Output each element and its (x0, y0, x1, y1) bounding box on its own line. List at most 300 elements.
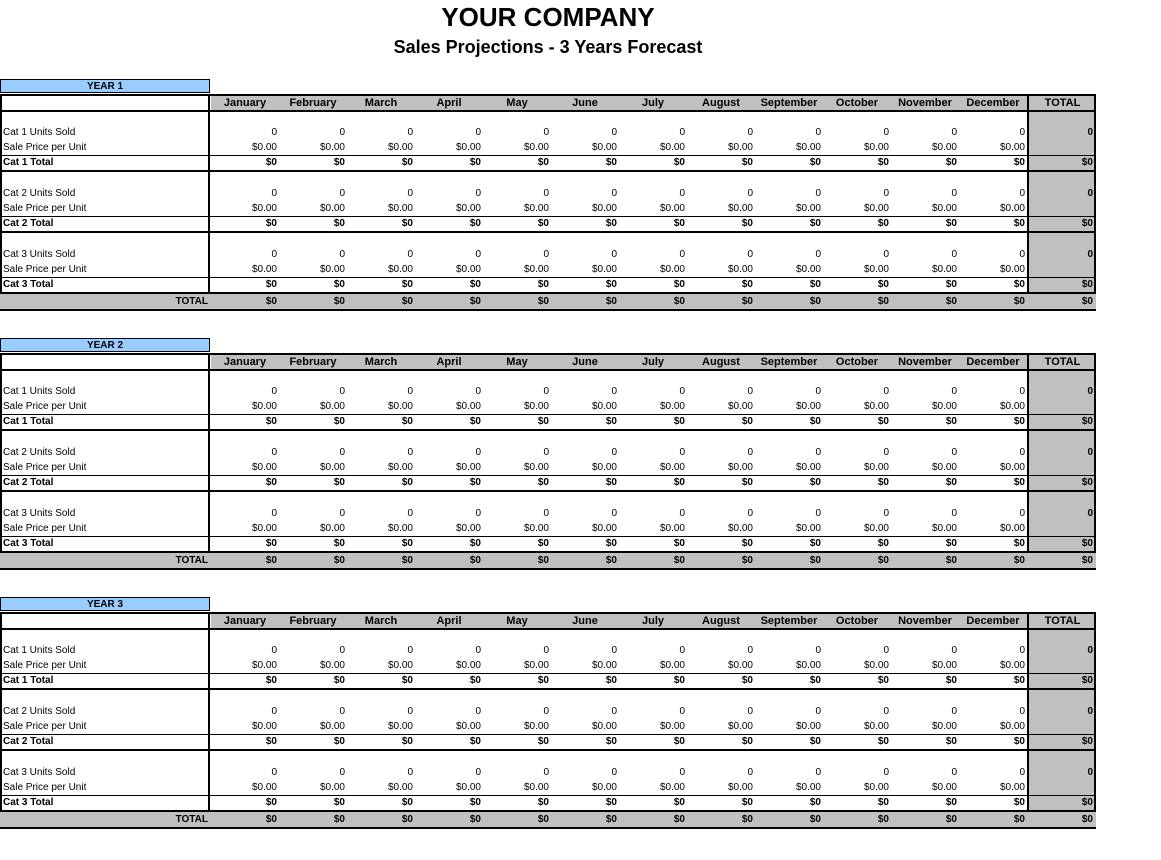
price-cell[interactable]: $0.00 (659, 142, 685, 153)
units-cell[interactable]: 0 (407, 447, 413, 458)
units-cell[interactable]: 0 (1019, 447, 1025, 458)
price-cell[interactable]: $0.00 (523, 660, 549, 671)
units-cell[interactable]: 0 (679, 249, 685, 260)
units-cell[interactable]: 0 (883, 767, 889, 778)
units-cell[interactable]: 0 (883, 249, 889, 260)
price-cell[interactable]: $0.00 (319, 462, 345, 473)
category-total-label: Cat 1 Total (3, 416, 54, 427)
units-cell[interactable]: 0 (339, 188, 345, 199)
category-total-cell: $0 (877, 157, 889, 168)
units-cell[interactable]: 0 (1019, 767, 1025, 778)
price-cell[interactable]: $0.00 (931, 401, 957, 412)
category-total-cell: $0 (401, 416, 413, 427)
units-cell[interactable]: 0 (543, 386, 549, 397)
price-cell[interactable]: $0.00 (591, 264, 617, 275)
price-cell[interactable]: $0.00 (591, 203, 617, 214)
units-cell[interactable]: 0 (1019, 386, 1025, 397)
price-cell[interactable]: $0.00 (455, 264, 481, 275)
units-label: Cat 2 Units Sold (3, 706, 76, 717)
units-cell[interactable]: 0 (271, 447, 277, 458)
units-cell[interactable]: 0 (611, 188, 617, 199)
units-cell[interactable]: 0 (951, 508, 957, 519)
price-cell[interactable]: $0.00 (251, 462, 277, 473)
category-total-cell: $0 (1013, 157, 1025, 168)
category-total-cell: $0 (673, 797, 685, 808)
grand-total-cell: $0 (945, 555, 957, 566)
category-total-cell: $0 (1013, 797, 1025, 808)
price-cell[interactable]: $0.00 (319, 782, 345, 793)
units-cell[interactable]: 0 (611, 645, 617, 656)
category-total-cell: $0 (877, 477, 889, 488)
units-cell[interactable]: 0 (475, 767, 481, 778)
price-cell[interactable]: $0.00 (863, 203, 889, 214)
units-cell[interactable]: 0 (679, 645, 685, 656)
price-cell[interactable]: $0.00 (795, 782, 821, 793)
price-cell[interactable]: $0.00 (999, 203, 1025, 214)
units-cell[interactable]: 0 (883, 188, 889, 199)
category-total-cell: $0 (537, 797, 549, 808)
grand-total-cell: $0 (333, 555, 345, 566)
units-cell[interactable]: 0 (747, 447, 753, 458)
grand-total-cell: $0 (401, 296, 413, 307)
units-cell[interactable]: 0 (951, 386, 957, 397)
grand-total-cell: $0 (673, 814, 685, 825)
price-cell[interactable]: $0.00 (999, 264, 1025, 275)
units-cell[interactable]: 0 (815, 645, 821, 656)
page-subtitle: Sales Projections - 3 Years Forecast (393, 37, 703, 57)
units-cell[interactable]: 0 (747, 249, 753, 260)
price-cell[interactable]: $0.00 (659, 462, 685, 473)
units-cell[interactable]: 0 (543, 706, 549, 717)
price-cell[interactable]: $0.00 (387, 462, 413, 473)
units-cell[interactable]: 0 (271, 508, 277, 519)
price-cell[interactable]: $0.00 (523, 401, 549, 412)
category-total-cell: $0 (401, 675, 413, 686)
category-total-cell: $0 (537, 279, 549, 290)
price-cell[interactable]: $0.00 (659, 721, 685, 732)
units-cell[interactable]: 0 (407, 767, 413, 778)
price-cell[interactable]: $0.00 (251, 264, 277, 275)
month-header: April (415, 355, 483, 370)
units-cell[interactable]: 0 (611, 127, 617, 138)
year-block (0, 338, 1096, 570)
price-cell[interactable]: $0.00 (795, 721, 821, 732)
price-cell[interactable]: $0.00 (387, 660, 413, 671)
units-cell[interactable]: 0 (747, 127, 753, 138)
year-block (0, 597, 1096, 829)
category-total-cell: $0 (265, 416, 277, 427)
units-cell[interactable]: 0 (815, 706, 821, 717)
price-cell[interactable]: $0.00 (863, 142, 889, 153)
category-total-cell: $0 (877, 538, 889, 549)
price-cell[interactable]: $0.00 (319, 401, 345, 412)
units-cell[interactable]: 0 (611, 249, 617, 260)
units-cell[interactable]: 0 (883, 447, 889, 458)
units-cell[interactable]: 0 (815, 127, 821, 138)
price-cell[interactable]: $0.00 (251, 523, 277, 534)
price-cell[interactable]: $0.00 (795, 462, 821, 473)
price-cell[interactable]: $0.00 (591, 401, 617, 412)
units-cell[interactable]: 0 (747, 645, 753, 656)
price-cell[interactable]: $0.00 (591, 782, 617, 793)
units-cell[interactable]: 0 (611, 508, 617, 519)
units-cell[interactable]: 0 (271, 127, 277, 138)
price-cell[interactable]: $0.00 (795, 264, 821, 275)
price-cell[interactable]: $0.00 (523, 264, 549, 275)
year-label: YEAR 3 (0, 597, 210, 611)
units-cell[interactable]: 0 (679, 127, 685, 138)
price-cell[interactable]: $0.00 (591, 660, 617, 671)
units-cell[interactable]: 0 (611, 386, 617, 397)
price-cell[interactable]: $0.00 (795, 401, 821, 412)
units-cell[interactable]: 0 (475, 447, 481, 458)
units-cell[interactable]: 0 (951, 447, 957, 458)
price-cell[interactable]: $0.00 (523, 462, 549, 473)
category-total-cell: $0 (809, 675, 821, 686)
units-cell[interactable]: 0 (611, 447, 617, 458)
units-cell[interactable]: 0 (815, 188, 821, 199)
units-cell[interactable]: 0 (543, 249, 549, 260)
price-cell[interactable]: $0.00 (727, 142, 753, 153)
units-cell[interactable]: 0 (475, 249, 481, 260)
price-cell[interactable]: $0.00 (795, 203, 821, 214)
price-cell[interactable]: $0.00 (659, 203, 685, 214)
category-total-cell: $0 (741, 279, 753, 290)
price-cell[interactable]: $0.00 (455, 523, 481, 534)
units-label: Cat 1 Units Sold (3, 127, 76, 138)
price-cell[interactable]: $0.00 (863, 660, 889, 671)
price-cell[interactable]: $0.00 (863, 721, 889, 732)
units-cell[interactable]: 0 (815, 249, 821, 260)
category-total-cell: $0 (945, 218, 957, 229)
price-cell[interactable]: $0.00 (455, 203, 481, 214)
category-total-cell: $0 (265, 675, 277, 686)
units-cell[interactable]: 0 (815, 767, 821, 778)
units-cell[interactable]: 0 (271, 188, 277, 199)
category-grand-cell: $0 (1081, 477, 1093, 488)
units-cell[interactable]: 0 (339, 508, 345, 519)
category-total-cell: $0 (877, 218, 889, 229)
price-cell[interactable]: $0.00 (251, 721, 277, 732)
price-cell[interactable]: $0.00 (319, 142, 345, 153)
units-cell[interactable]: 0 (543, 188, 549, 199)
units-cell[interactable]: 0 (271, 386, 277, 397)
grand-total-sum: $0 (1081, 296, 1093, 307)
grand-total-cell: $0 (401, 555, 413, 566)
units-cell[interactable]: 0 (951, 249, 957, 260)
price-cell[interactable]: $0.00 (999, 721, 1025, 732)
price-cell[interactable]: $0.00 (591, 721, 617, 732)
units-cell[interactable]: 0 (883, 508, 889, 519)
price-cell[interactable]: $0.00 (455, 462, 481, 473)
grand-total-cell: $0 (265, 555, 277, 566)
units-cell[interactable]: 0 (1019, 127, 1025, 138)
price-cell[interactable]: $0.00 (727, 721, 753, 732)
price-cell[interactable]: $0.00 (931, 462, 957, 473)
price-cell[interactable]: $0.00 (659, 401, 685, 412)
price-cell[interactable]: $0.00 (931, 721, 957, 732)
units-cell[interactable]: 0 (271, 706, 277, 717)
price-cell[interactable]: $0.00 (863, 523, 889, 534)
month-header: June (551, 614, 619, 629)
units-cell[interactable]: 0 (543, 508, 549, 519)
units-cell[interactable]: 0 (339, 127, 345, 138)
price-cell[interactable]: $0.00 (795, 523, 821, 534)
price-cell[interactable]: $0.00 (999, 660, 1025, 671)
price-cell[interactable]: $0.00 (727, 401, 753, 412)
price-cell[interactable]: $0.00 (387, 721, 413, 732)
price-cell[interactable]: $0.00 (863, 782, 889, 793)
month-header: December (959, 355, 1027, 370)
price-cell[interactable]: $0.00 (591, 462, 617, 473)
price-cell[interactable]: $0.00 (387, 782, 413, 793)
price-cell[interactable]: $0.00 (591, 523, 617, 534)
price-cell[interactable]: $0.00 (251, 782, 277, 793)
units-cell[interactable]: 0 (475, 127, 481, 138)
category-total-label: Cat 3 Total (3, 797, 54, 808)
units-cell[interactable]: 0 (679, 447, 685, 458)
category-total-cell: $0 (945, 675, 957, 686)
units-cell[interactable]: 0 (475, 508, 481, 519)
units-total-cell: 0 (1087, 386, 1093, 397)
units-cell[interactable]: 0 (543, 767, 549, 778)
price-cell[interactable]: $0.00 (251, 142, 277, 153)
month-header: November (891, 355, 959, 370)
price-cell[interactable]: $0.00 (523, 142, 549, 153)
units-cell[interactable]: 0 (271, 249, 277, 260)
price-cell[interactable]: $0.00 (387, 264, 413, 275)
category-total-cell: $0 (945, 477, 957, 488)
price-cell[interactable]: $0.00 (999, 401, 1025, 412)
price-cell[interactable]: $0.00 (319, 721, 345, 732)
units-cell[interactable]: 0 (951, 188, 957, 199)
month-header: October (823, 614, 891, 629)
category-total-cell: $0 (741, 477, 753, 488)
units-cell[interactable]: 0 (747, 386, 753, 397)
price-cell[interactable]: $0.00 (523, 721, 549, 732)
category-total-cell: $0 (265, 157, 277, 168)
units-cell[interactable]: 0 (679, 386, 685, 397)
price-cell[interactable]: $0.00 (523, 203, 549, 214)
category-total-cell: $0 (673, 477, 685, 488)
category-total-cell: $0 (469, 675, 481, 686)
units-cell[interactable]: 0 (679, 188, 685, 199)
units-cell[interactable]: 0 (1019, 706, 1025, 717)
price-label: Sale Price per Unit (3, 721, 87, 732)
category-total-cell: $0 (537, 477, 549, 488)
units-cell[interactable]: 0 (407, 508, 413, 519)
units-cell[interactable]: 0 (883, 706, 889, 717)
units-cell[interactable]: 0 (407, 249, 413, 260)
units-cell[interactable]: 0 (679, 508, 685, 519)
grand-total-cell: $0 (809, 555, 821, 566)
units-cell[interactable]: 0 (271, 645, 277, 656)
month-header: May (483, 355, 551, 370)
month-header: March (347, 355, 415, 370)
price-cell[interactable]: $0.00 (931, 203, 957, 214)
price-label: Sale Price per Unit (3, 203, 87, 214)
units-cell[interactable]: 0 (407, 645, 413, 656)
grand-total-cell: $0 (809, 814, 821, 825)
grand-total-cell: $0 (469, 555, 481, 566)
price-cell[interactable]: $0.00 (931, 523, 957, 534)
price-cell[interactable]: $0.00 (251, 203, 277, 214)
units-cell[interactable]: 0 (407, 188, 413, 199)
units-cell[interactable]: 0 (339, 447, 345, 458)
category-total-cell: $0 (605, 538, 617, 549)
units-cell[interactable]: 0 (1019, 508, 1025, 519)
price-cell[interactable]: $0.00 (319, 264, 345, 275)
month-header: April (415, 614, 483, 629)
price-cell[interactable]: $0.00 (319, 523, 345, 534)
grand-total-cell: $0 (741, 555, 753, 566)
price-cell[interactable]: $0.00 (931, 782, 957, 793)
units-cell[interactable]: 0 (339, 249, 345, 260)
category-total-cell: $0 (265, 736, 277, 747)
units-cell[interactable]: 0 (883, 645, 889, 656)
units-cell[interactable]: 0 (543, 447, 549, 458)
price-cell[interactable]: $0.00 (387, 401, 413, 412)
price-cell[interactable]: $0.00 (387, 523, 413, 534)
price-cell[interactable]: $0.00 (387, 142, 413, 153)
month-header: September (755, 96, 823, 111)
units-cell[interactable]: 0 (271, 767, 277, 778)
month-header: May (483, 96, 551, 111)
price-cell[interactable]: $0.00 (319, 660, 345, 671)
price-cell[interactable]: $0.00 (659, 660, 685, 671)
price-cell[interactable]: $0.00 (591, 142, 617, 153)
units-cell[interactable]: 0 (747, 767, 753, 778)
price-cell[interactable]: $0.00 (455, 401, 481, 412)
category-total-cell: $0 (333, 736, 345, 747)
price-cell[interactable]: $0.00 (931, 142, 957, 153)
units-cell[interactable]: 0 (951, 706, 957, 717)
units-cell[interactable]: 0 (475, 188, 481, 199)
price-cell[interactable]: $0.00 (999, 523, 1025, 534)
category-total-cell: $0 (673, 538, 685, 549)
grand-total-cell: $0 (537, 814, 549, 825)
units-cell[interactable]: 0 (611, 767, 617, 778)
units-cell[interactable]: 0 (815, 508, 821, 519)
units-cell[interactable]: 0 (543, 127, 549, 138)
units-cell[interactable]: 0 (1019, 249, 1025, 260)
price-cell[interactable]: $0.00 (931, 660, 957, 671)
category-grand-cell: $0 (1081, 279, 1093, 290)
price-cell[interactable]: $0.00 (999, 782, 1025, 793)
units-cell[interactable]: 0 (951, 645, 957, 656)
units-cell[interactable]: 0 (339, 706, 345, 717)
price-cell[interactable]: $0.00 (863, 264, 889, 275)
price-cell[interactable]: $0.00 (727, 462, 753, 473)
month-header: November (891, 614, 959, 629)
units-cell[interactable]: 0 (815, 447, 821, 458)
units-cell[interactable]: 0 (1019, 645, 1025, 656)
price-cell[interactable]: $0.00 (387, 203, 413, 214)
price-cell[interactable]: $0.00 (523, 523, 549, 534)
units-cell[interactable]: 0 (339, 386, 345, 397)
units-cell[interactable]: 0 (339, 767, 345, 778)
month-header: August (687, 96, 755, 111)
category-bottom-line (0, 429, 1096, 431)
category-total-cell: $0 (469, 279, 481, 290)
units-cell[interactable]: 0 (951, 127, 957, 138)
price-cell[interactable]: $0.00 (727, 523, 753, 534)
price-cell[interactable]: $0.00 (659, 264, 685, 275)
price-cell[interactable]: $0.00 (999, 462, 1025, 473)
units-cell[interactable]: 0 (883, 386, 889, 397)
price-cell[interactable]: $0.00 (319, 203, 345, 214)
price-cell[interactable]: $0.00 (523, 782, 549, 793)
price-cell[interactable]: $0.00 (455, 782, 481, 793)
units-cell[interactable]: 0 (679, 706, 685, 717)
units-cell[interactable]: 0 (747, 706, 753, 717)
price-cell[interactable]: $0.00 (727, 782, 753, 793)
grand-total-sum: $0 (1081, 814, 1093, 825)
page-title: YOUR COMPANY (441, 2, 655, 32)
units-cell[interactable]: 0 (611, 706, 617, 717)
category-total-cell: $0 (469, 797, 481, 808)
price-cell[interactable]: $0.00 (727, 660, 753, 671)
month-header: July (619, 614, 687, 629)
units-cell[interactable]: 0 (747, 508, 753, 519)
units-cell[interactable]: 0 (747, 188, 753, 199)
price-cell[interactable]: $0.00 (863, 462, 889, 473)
units-cell[interactable]: 0 (543, 645, 549, 656)
units-cell[interactable]: 0 (1019, 188, 1025, 199)
units-cell[interactable]: 0 (407, 386, 413, 397)
category-total-cell: $0 (673, 675, 685, 686)
price-cell[interactable]: $0.00 (999, 142, 1025, 153)
block-bottom-line (0, 568, 1096, 570)
units-cell[interactable]: 0 (475, 645, 481, 656)
price-cell[interactable]: $0.00 (727, 203, 753, 214)
price-cell[interactable]: $0.00 (863, 401, 889, 412)
units-cell[interactable]: 0 (407, 706, 413, 717)
price-cell[interactable]: $0.00 (795, 660, 821, 671)
month-header: December (959, 614, 1027, 629)
grand-total-cell: $0 (673, 555, 685, 566)
grand-total-label: TOTAL (0, 813, 208, 827)
price-cell[interactable]: $0.00 (727, 264, 753, 275)
price-cell[interactable]: $0.00 (659, 523, 685, 534)
units-cell[interactable]: 0 (339, 645, 345, 656)
units-cell[interactable]: 0 (815, 386, 821, 397)
year-label: YEAR 1 (0, 79, 210, 93)
grand-total-cell: $0 (469, 296, 481, 307)
units-cell[interactable]: 0 (475, 386, 481, 397)
category-total-cell: $0 (1013, 736, 1025, 747)
grand-total-label: TOTAL (0, 554, 208, 568)
price-cell[interactable]: $0.00 (455, 660, 481, 671)
price-cell[interactable]: $0.00 (455, 142, 481, 153)
month-header: December (959, 96, 1027, 111)
price-cell[interactable]: $0.00 (251, 660, 277, 671)
units-cell[interactable]: 0 (407, 127, 413, 138)
units-cell[interactable]: 0 (883, 127, 889, 138)
units-cell[interactable]: 0 (475, 706, 481, 717)
price-cell[interactable]: $0.00 (931, 264, 957, 275)
price-cell[interactable]: $0.00 (455, 721, 481, 732)
price-cell[interactable]: $0.00 (251, 401, 277, 412)
category-grand-cell: $0 (1081, 538, 1093, 549)
price-cell[interactable]: $0.00 (659, 782, 685, 793)
units-cell[interactable]: 0 (679, 767, 685, 778)
units-cell[interactable]: 0 (951, 767, 957, 778)
category-grand-cell: $0 (1081, 218, 1093, 229)
category-bottom-line (0, 170, 1096, 172)
category-total-cell: $0 (877, 416, 889, 427)
price-cell[interactable]: $0.00 (795, 142, 821, 153)
